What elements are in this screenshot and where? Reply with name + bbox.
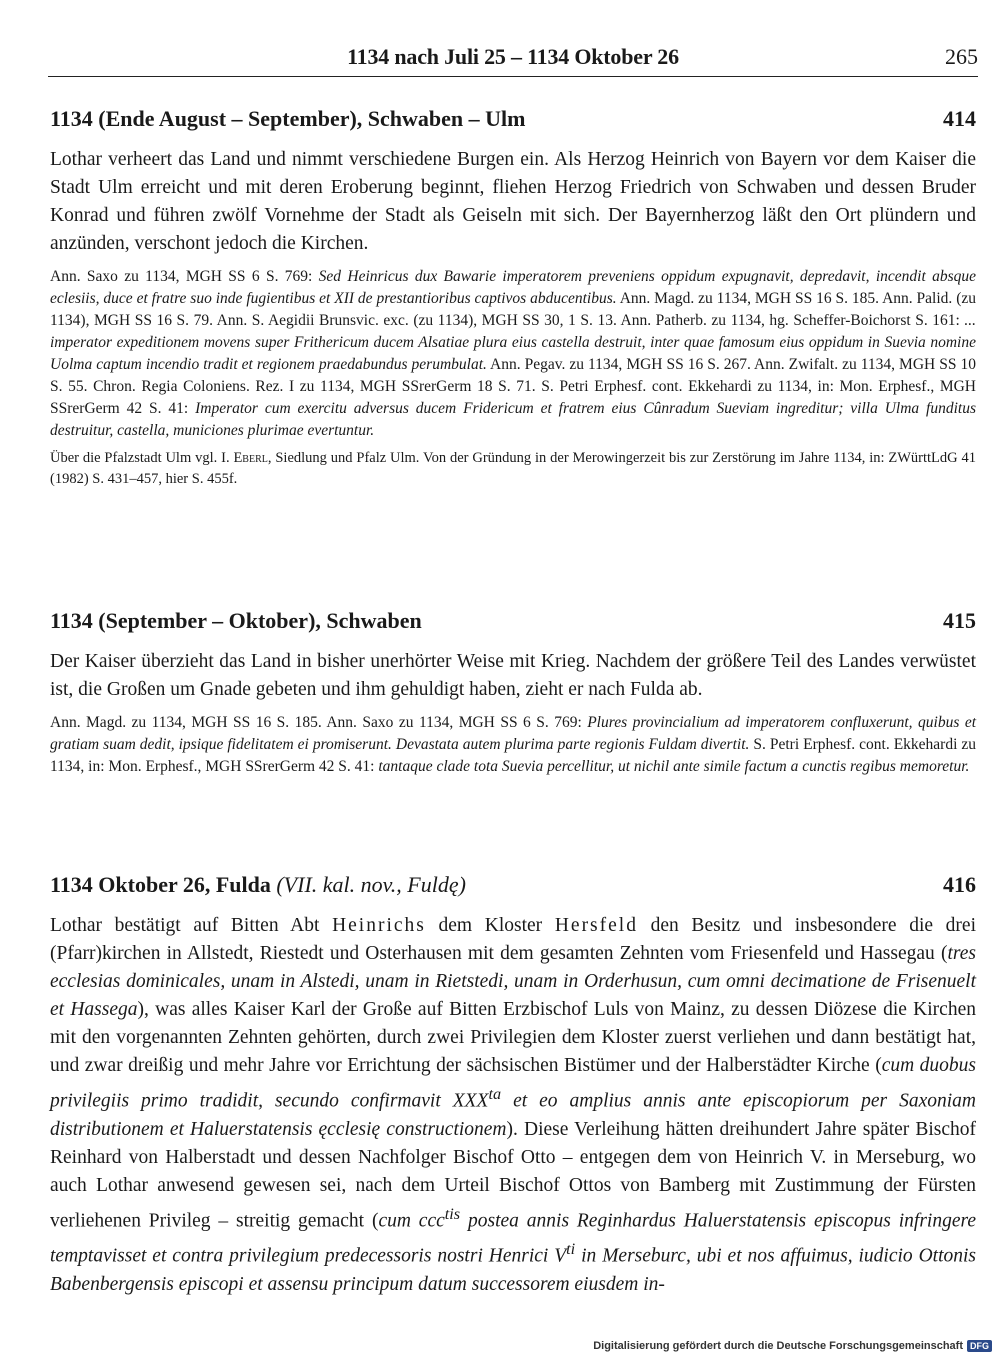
entry-heading bbox=[50, 608, 976, 634]
latin-quote: in Merseburc, ubi et nos affuimus, iudicio Ottonis Babenbergensis episcopi et assensu principum datum successorem eiusdem in- bbox=[50, 1245, 976, 1295]
entry-number: 414 bbox=[943, 106, 976, 131]
source-quote: Sed Heinricus dux Bawarie imperatorem preveniens oppidum expugnavit, depredavit, incendit absque eclesiis, duce et fratre suo inde fugientibus et XII de prestantioribus captivos abducentibus. bbox=[50, 268, 976, 307]
entry-heading bbox=[50, 106, 976, 132]
source-text: Ann. Magd. zu 1134, MGH SS 16 S. 185. Ann. Palid. (zu 1134), MGH SS 16 S. 79. Ann. S. Aegidii Brunsvic. exc. (zu 1134), MGH SS 30, 1 S. 13. Ann. Patherb. zu 1134, hg. Scheffer-Boichorst S. 161: bbox=[50, 290, 976, 329]
entry-date-place: 1134 (Ende August – September), Schwaben – Ulm bbox=[50, 106, 526, 131]
page-number: 265 bbox=[945, 44, 978, 69]
entry-date-place: 1134 (September – Oktober), Schwaben bbox=[50, 608, 422, 633]
entry-original-dating: (VII. kal. nov., Fuldę) bbox=[276, 872, 466, 897]
source-quote: tantaque clade tota Suevia percellitur, ut nichil ante simile factum a cunctis regibus memoretur. bbox=[378, 758, 970, 775]
regest-entry-415 bbox=[50, 608, 976, 784]
superscript: ti bbox=[566, 1240, 576, 1258]
footer-text: Digitalisierung gefördert durch die Deutsche Forschungsgemeinschaft bbox=[593, 1340, 963, 1352]
regest-entry-414 bbox=[50, 106, 976, 490]
entry-number: 416 bbox=[943, 872, 976, 897]
entry-number: 415 bbox=[943, 608, 976, 633]
source-text: Ann. Magd. zu 1134, MGH SS 16 S. 185. Ann. Saxo zu 1134, MGH SS 6 S. 769: bbox=[50, 714, 588, 731]
digitization-footer bbox=[593, 1340, 992, 1352]
entry-date-place bbox=[50, 872, 466, 898]
person-name: Heinrichs bbox=[332, 915, 426, 936]
regest-text bbox=[50, 912, 976, 1299]
running-header bbox=[48, 40, 978, 77]
entry-date-text: 1134 Oktober 26, Fulda bbox=[50, 872, 271, 897]
source-text: Ann. Pegav. zu 1134, MGH SS 16 S. 267. Ann. Zwifalt. zu 1134, MGH SS 10 S. 55. Chron. Regia Coloniens. Rez. I zu 1134, MGH SSrerGerm 18 S. 71. S. Petri Erphesf. cont. Ekkehardi zu 1134, in: Mon. Erphesf., MGH SSrerGerm 42 S. 41: bbox=[50, 356, 976, 417]
regest-entry-416 bbox=[50, 872, 976, 1307]
note-text: , Siedlung und Pfalz Ulm. Von der Gründung in der Merowingerzeit bis zur Zerstörung im Jahre 1134, in: ZWürttLdG 41 (1982) S. 431–457, hier S. 455f. bbox=[50, 450, 976, 487]
source-quote: ... imperator expeditionem movens super Frithericum ducem Alsatiae plura eius castella destruit, inter quae famosum eius oppidum in Suevia nomine Uolma captum incendio tradit et regionem praedabundus perumbulat. bbox=[50, 312, 976, 373]
superscript: tis bbox=[444, 1204, 461, 1223]
regest-text: Lothar verheert das Land und nimmt verschiedene Burgen ein. Als Herzog Heinrich von Bayern vor dem Kaiser die Stadt Ulm erreicht und mit deren Eroberung beginnt, fliehen Herzog Friedrich von Schwaben und dessen Bruder Konrad und führen zwölf Vornehme der Stadt als Geiseln mit sich. Der Bayernherzog läßt den Ort plündern und anzünden, verschont jedoch die Kirchen. bbox=[50, 149, 976, 254]
commentary-note bbox=[50, 448, 976, 490]
source-quote: Plures provincialium ad imperatorem confluxerunt, quibus et gratiam suam dedit, ipsique fidelitatem ei promiserunt. Devastata autem plurima parte regionis Fuldam divertit. bbox=[50, 714, 976, 753]
latin-quote: tres ecclesias dominicales, unam in Alstedi, unam in Rietstedi, unam in Orderhusun, cum omni decimatione de Frisenuelt et Hassega bbox=[50, 943, 976, 1020]
regest-fragment: den Besitz und insbesondere die drei (Pfarr)kirchen in Allstedt, Riestedt und Osterhausen mit dem gesamten Zehnten vom Friesenfeld und Hassegau ( bbox=[50, 915, 976, 964]
entry-heading bbox=[50, 872, 976, 898]
regest-fragment: dem Kloster bbox=[425, 915, 555, 936]
latin-quote: postea annis Reginhardus Haluerstatensis episcopus infringere temptavisset et contra privilegium predecessoris nostri Henrici V bbox=[50, 1210, 976, 1267]
regest-fragment: ), was alles Kaiser Karl der Große auf Bitten Erzbischof Luls von Mainz, zu dessen Diözese die Kirchen mit den vorgenannten Zehnten gehörten, durch zwei Privilegien dem Kloster zuerst verliehen und dann bestätigt hat, und zwar dreißig und mehr Jahre vor Errichtung der sächsischen Bistümer und der Halberstädter Kirche ( bbox=[50, 999, 976, 1076]
source-text: S. Petri Erphesf. cont. Ekkehardi zu 1134, in: Mon. Erphesf., MGH SSrerGerm 42 S. 41: bbox=[50, 736, 977, 775]
latin-quote: cum duobus privilegiis primo tradidit, secundo confirmavit XXX bbox=[50, 1055, 976, 1112]
superscript: ta bbox=[488, 1085, 502, 1103]
latin-quote: cum ccc bbox=[378, 1210, 445, 1231]
regest-fragment: ). Diese Verleihung hätten dreihundert Jahre später Bischof Reinhard von Halberstadt und dessen Nachfolger Bischof Otto – entgegen dem von Heinrich V. in Merseburg, wo auch Lothar anwesend gewesen sei, nach dem Urteil Bischof Ottos von Bamberg mit Zustimmung der Fürsten verliehenen Privileg – streitig gemacht ( bbox=[50, 1118, 977, 1231]
source-quote: Imperator cum exercitu adversus ducem Fridericum et fratrem eius Cûnradum Sueviam ingreditur; villa Ulma funditus destruitur, castella, municiones plurimae evertuntur. bbox=[50, 400, 976, 439]
regest-fragment: Lothar bestätigt auf Bitten Abt bbox=[50, 915, 333, 936]
dfg-logo-icon: DFG bbox=[967, 1340, 992, 1352]
source-citations bbox=[50, 266, 976, 442]
source-text: Ann. Saxo zu 1134, MGH SS 6 S. 769: bbox=[50, 268, 319, 285]
latin-quote: et eo amplius annis ante episcopiorum per Saxoniam distributionem et Haluerstatensis ęcclesię constructionem bbox=[50, 1090, 976, 1140]
running-title: 1134 nach Juli 25 – 1134 Oktober 26 bbox=[347, 44, 679, 69]
regest-text: Der Kaiser überzieht das Land in bisher unerhörter Weise mit Krieg. Nachdem der größere Teil des Landes verwüstet ist, die Großen um Gnade gebeten und ihm gehuldigt haben, zieht er nach Fulda ab. bbox=[50, 651, 976, 700]
note-author: Eberl bbox=[233, 450, 268, 466]
place-name: Hersfeld bbox=[554, 915, 638, 936]
source-citations bbox=[50, 712, 976, 778]
note-text: Über die Pfalzstadt Ulm vgl. I. bbox=[50, 450, 234, 466]
